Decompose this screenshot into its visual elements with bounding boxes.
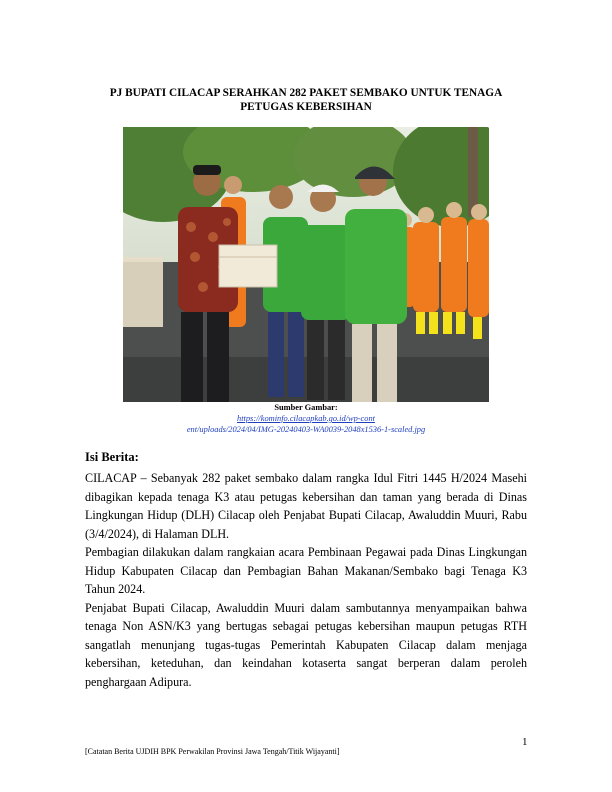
caption-source-label: Sumber Gambar: xyxy=(274,403,338,412)
page-number: 1 xyxy=(522,736,528,748)
paragraph: Penjabat Bupati Cilacap, Awaluddin Muuri dalam sambutannya menyampaikan bahwa tenaga Non ASN/K3 yang bertugas sebagai petugas kebersihan maupun petugas RTH sangatlah menunjang tugas-tugas Pemerintah Kabupaten Cilacap dalam menjaga kebersihan, keteduhan, dan keindahan kotaserta sangat berperan dalam peroleh penghargaan Adipura. xyxy=(85,600,527,689)
caption-link[interactable]: https://kominfo.cilacapkab.go.id/wp-cont xyxy=(237,414,375,423)
article-body xyxy=(85,469,527,691)
caption-link-continued[interactable]: ent/uploads/2024/04/IMG-20240403-WA0039-2048x1536-1-scaled.jpg xyxy=(186,425,426,434)
page-title: PJ BUPATI CILACAP SERAHKAN 282 PAKET SEMBAKO UNTUK TENAGA PETUGAS KEBERSIHAN xyxy=(109,87,503,113)
photo-caption xyxy=(123,402,489,435)
footer-note: [Catatan Berita UJDIH BPK Perwakilan Provinsi Jawa Tengah/Titik Wijayanti] xyxy=(85,747,340,756)
paragraph: Pembagian dilakukan dalam rangkaian acara Pembinaan Pegawai pada Dinas Lingkungan Hidup Kabupaten Cilacap dan Pembagian Bahan Makanan/Sembako bagi Tenaga K3 Tahun 2024. xyxy=(85,545,527,596)
paragraph: CILACAP – Sebanyak 282 paket sembako dalam rangka Idul Fitri 1445 H/2024 Masehi dibagikan kepada tenaga K3 atau petugas kebersihan dan taman yang berada di Dinas Lingkungan Hidup (DLH) Cilacap oleh Penjabat Bupati Cilacap, Awaluddin Muuri, Rabu (3/4/2024), di Halaman DLH. xyxy=(85,471,527,541)
section-heading: Isi Berita: xyxy=(85,450,139,464)
news-photo xyxy=(123,127,489,402)
